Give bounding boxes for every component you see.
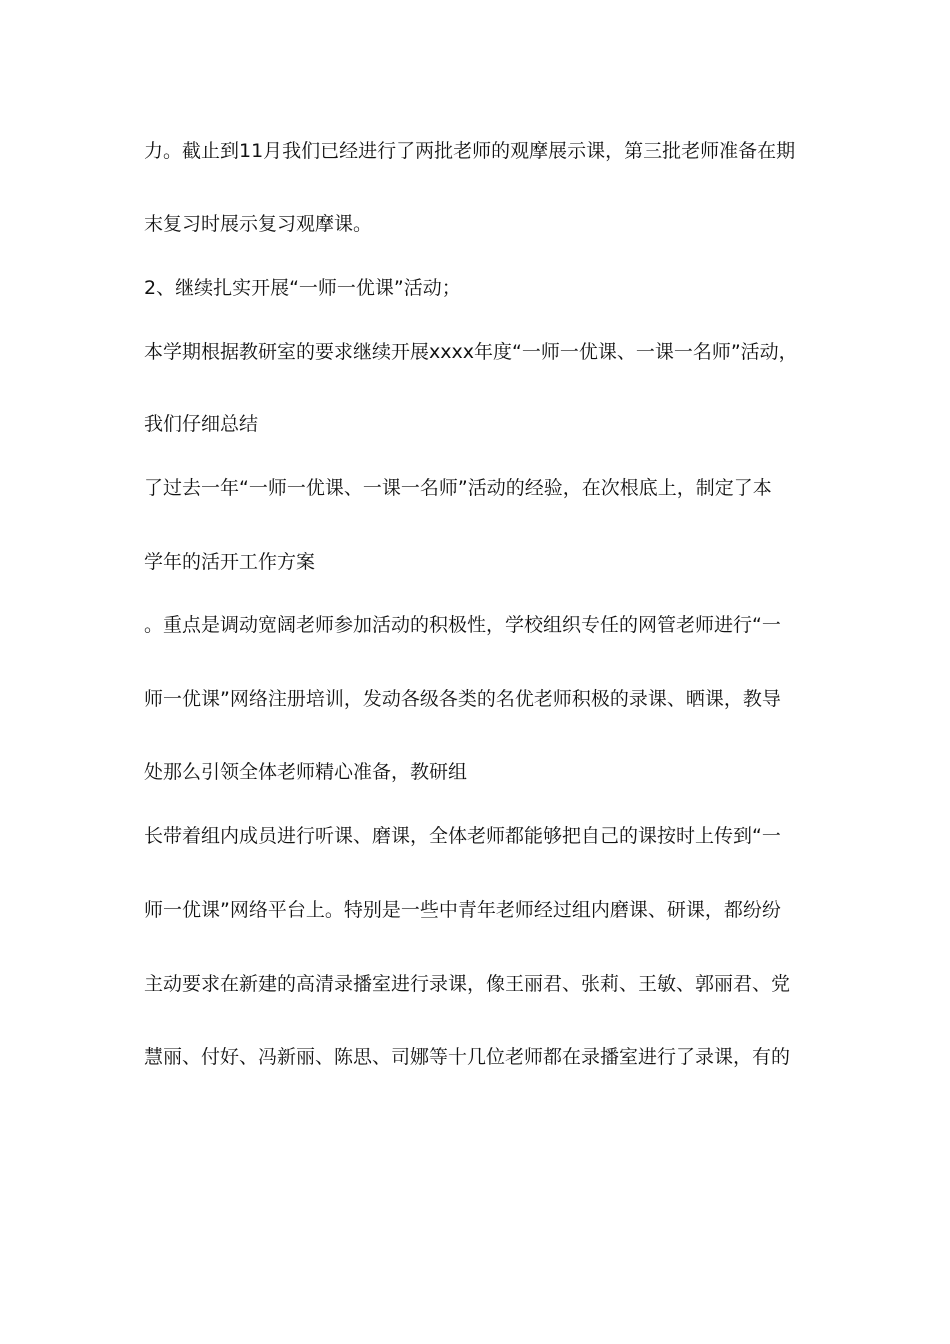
text-line-1: 力。截止到11月我们已经进行了两批老师的观摩展示课，第三批老师准备在期: [144, 140, 796, 162]
text-line-10: 处那么引领全体老师精心准备，教研组: [144, 761, 468, 783]
text-line-14: 慧丽、付好、冯新丽、陈思、司娜等十几位老师都在录播室进行了录课，有的: [144, 1046, 791, 1068]
text-line-8: 。重点是调动宽阔老师参加活动的积极性，学校组织专任的网管老师进行“一: [144, 614, 781, 636]
text-line-11: 长带着组内成员进行听课、磨课，全体老师都能够把自己的课按时上传到“一: [144, 825, 781, 847]
text-line-3: 2、继续扎实开展“一师一优课”活动；: [144, 277, 461, 299]
text-line-6: 了过去一年“一师一优课、一课一名师”活动的经验，在次根底上，制定了本: [144, 477, 772, 499]
text-line-12: 师一优课”网络平台上。特别是一些中青年老师经过组内磨课、研课，都纷纷: [144, 899, 781, 921]
text-line-2: 末复习时展示复习观摩课。: [144, 213, 373, 235]
text-line-5: 我们仔细总结: [144, 413, 259, 435]
text-line-13: 主动要求在新建的高清录播室进行录课，像王丽君、张莉、王敏、郭丽君、党: [144, 973, 791, 995]
text-line-9: 师一优课”网络注册培训，发动各级各类的名优老师积极的录课、晒课，教导: [144, 688, 781, 710]
text-line-4: 本学期根据教研室的要求继续开展xxxx年度“一师一优课、一课一名师”活动，: [144, 341, 798, 363]
text-line-7: 学年的活开工作方案: [144, 551, 316, 573]
